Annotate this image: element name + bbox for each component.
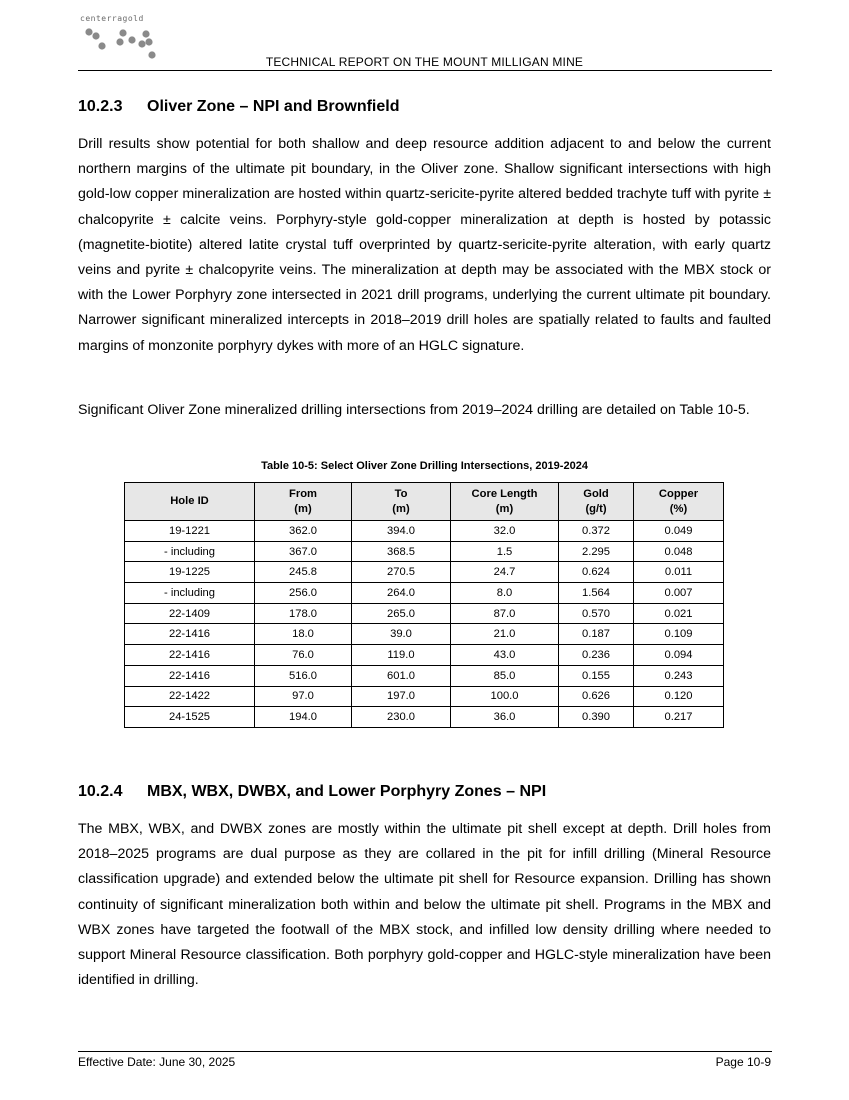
- table-cell: 0.217: [634, 707, 724, 728]
- table-cell: 22-1416: [125, 645, 255, 666]
- table-cell: 24-1525: [125, 707, 255, 728]
- mbx-zones-paragraph: The MBX, WBX, and DWBX zones are mostly within the ultimate pit shell except at depth. Drill holes from 2018–2025 programs are dual purpose as they are collared in the pit for infill drilling (Mineral Resource classification upgrade) and extended below the ultimate pit shell for Resource expansion. Drilling has shown continuity of significant mineralization both within and below the ultimate pit shell. Programs in the MBX and WBX zones have targeted the footwall of the MBX stock, and infilled low density drilling where needed to support Mineral Resource classification. Both porphyry gold-copper and HGLC-style mineralization have been identified in drilling.: [78, 821, 771, 989]
- table-cell: 22-1416: [125, 665, 255, 686]
- table-cell: 0.372: [559, 521, 634, 542]
- table-cell: 245.8: [255, 562, 352, 583]
- table-cell: 8.0: [451, 583, 559, 604]
- table-caption: Table 10-5: Select Oliver Zone Drilling Intersections, 2019-2024: [261, 460, 588, 472]
- table-row: [125, 624, 724, 645]
- table-row: [125, 665, 724, 686]
- table-cell: 265.0: [352, 603, 451, 624]
- table-row: [125, 521, 724, 542]
- table-cell: 22-1422: [125, 686, 255, 707]
- table-cell: 0.007: [634, 583, 724, 604]
- table-cell: 85.0: [451, 665, 559, 686]
- table-cell: 100.0: [451, 686, 559, 707]
- drilling-intersections-table: [124, 482, 724, 728]
- table-cell: 0.236: [559, 645, 634, 666]
- table-cell: 0.626: [559, 686, 634, 707]
- column-header-to: To (m): [352, 483, 451, 521]
- table-cell: 32.0: [451, 521, 559, 542]
- table-reference-paragraph: Significant Oliver Zone mineralized drilling intersections from 2019–2024 drilling are detailed on Table 10-5.: [78, 402, 750, 418]
- table-cell: 0.011: [634, 562, 724, 583]
- table-row: [125, 707, 724, 728]
- table-cell: 601.0: [352, 665, 451, 686]
- table-cell: 24.7: [451, 562, 559, 583]
- table-cell: 97.0: [255, 686, 352, 707]
- table-cell: 197.0: [352, 686, 451, 707]
- report-title: TECHNICAL REPORT ON THE MOUNT MILLIGAN MINE: [265, 55, 584, 69]
- table-cell: 19-1221: [125, 521, 255, 542]
- column-header-gold: Gold (g/t): [559, 483, 634, 521]
- table-cell: 367.0: [255, 541, 352, 562]
- column-header-copper: Copper (%): [634, 483, 724, 521]
- table-cell: 119.0: [352, 645, 451, 666]
- table-cell: - including: [125, 583, 255, 604]
- table-cell: 22-1409: [125, 603, 255, 624]
- table-cell: 256.0: [255, 583, 352, 604]
- table-cell: 0.021: [634, 603, 724, 624]
- table-cell: 362.0: [255, 521, 352, 542]
- table-cell: 0.049: [634, 521, 724, 542]
- table-cell: 87.0: [451, 603, 559, 624]
- footer-divider: [78, 1051, 772, 1052]
- table-row: [125, 583, 724, 604]
- section-heading-oliver-zone: [78, 98, 399, 116]
- table-cell: 178.0: [255, 603, 352, 624]
- table-cell: 0.155: [559, 665, 634, 686]
- table-cell: 0.048: [634, 541, 724, 562]
- table-cell: 0.187: [559, 624, 634, 645]
- table-cell: - including: [125, 541, 255, 562]
- page-number: Page 10-9: [715, 1055, 771, 1069]
- section-title: MBX, WBX, DWBX, and Lower Porphyry Zones – NPI: [147, 783, 547, 800]
- table-cell: 0.390: [559, 707, 634, 728]
- table-cell: 19-1225: [125, 562, 255, 583]
- section-number: 10.2.3: [78, 98, 123, 115]
- column-header-from: From (m): [255, 483, 352, 521]
- table-cell: 21.0: [451, 624, 559, 645]
- header-divider: [78, 70, 772, 71]
- table-cell: 0.570: [559, 603, 634, 624]
- table-row: [125, 645, 724, 666]
- table-cell: 36.0: [451, 707, 559, 728]
- table-cell: 43.0: [451, 645, 559, 666]
- table-cell: 516.0: [255, 665, 352, 686]
- table-row: [125, 562, 724, 583]
- table-cell: 0.243: [634, 665, 724, 686]
- effective-date: Effective Date: June 30, 2025: [78, 1055, 236, 1069]
- table-cell: 76.0: [255, 645, 352, 666]
- table-cell: 22-1416: [125, 624, 255, 645]
- column-header-hole-id: Hole ID: [125, 483, 255, 521]
- table-row: [125, 603, 724, 624]
- oliver-zone-paragraph: Drill results show potential for both shallow and deep resource addition adjacent to and below the current northern margins of the ultimate pit boundary, in the Oliver zone. Shallow significant intersections with high gold-low copper mineralization are hosted within quartz-sericite-pyrite altered bedded trachyte tuff with pyrite ± chalcopyrite ± calcite veins. Porphyry-style gold-copper mineralization at depth is hosted by potassic (magnetite-biotite) altered latite crystal tuff overprinted by quartz-sericite-pyrite alteration, with early quartz veins and pyrite ± chalcopyrite veins. The mineralization at depth may be associated with the MBX stock or with the Lower Porphyry zone intersected in 2021 drill programs, underlying the current ultimate pit boundary. Narrower significant mineralized intercepts in 2018–2019 drill holes are spatially related to faults and faulted margins of monzonite porphyry dykes with more of an HGLC signature.: [78, 136, 771, 354]
- table-row: [125, 686, 724, 707]
- table-cell: 1.5: [451, 541, 559, 562]
- table-cell: 0.109: [634, 624, 724, 645]
- table-cell: 194.0: [255, 707, 352, 728]
- table-cell: 0.624: [559, 562, 634, 583]
- table-cell: 1.564: [559, 583, 634, 604]
- logo-wordmark: centerragold: [80, 14, 144, 23]
- table-cell: 18.0: [255, 624, 352, 645]
- table-cell: 0.120: [634, 686, 724, 707]
- table-row: [125, 541, 724, 562]
- table-cell: 394.0: [352, 521, 451, 542]
- section-heading-mbx-zones: [78, 783, 546, 801]
- table-cell: 230.0: [352, 707, 451, 728]
- table-cell: 270.5: [352, 562, 451, 583]
- section-title: Oliver Zone – NPI and Brownfield: [147, 98, 400, 115]
- table-cell: 0.094: [634, 645, 724, 666]
- table-cell: 264.0: [352, 583, 451, 604]
- table-cell: 2.295: [559, 541, 634, 562]
- table-cell: 39.0: [352, 624, 451, 645]
- table-cell: 368.5: [352, 541, 451, 562]
- table-header-row: [125, 483, 724, 521]
- section-number: 10.2.4: [78, 783, 123, 800]
- column-header-core-length: Core Length (m): [451, 483, 559, 521]
